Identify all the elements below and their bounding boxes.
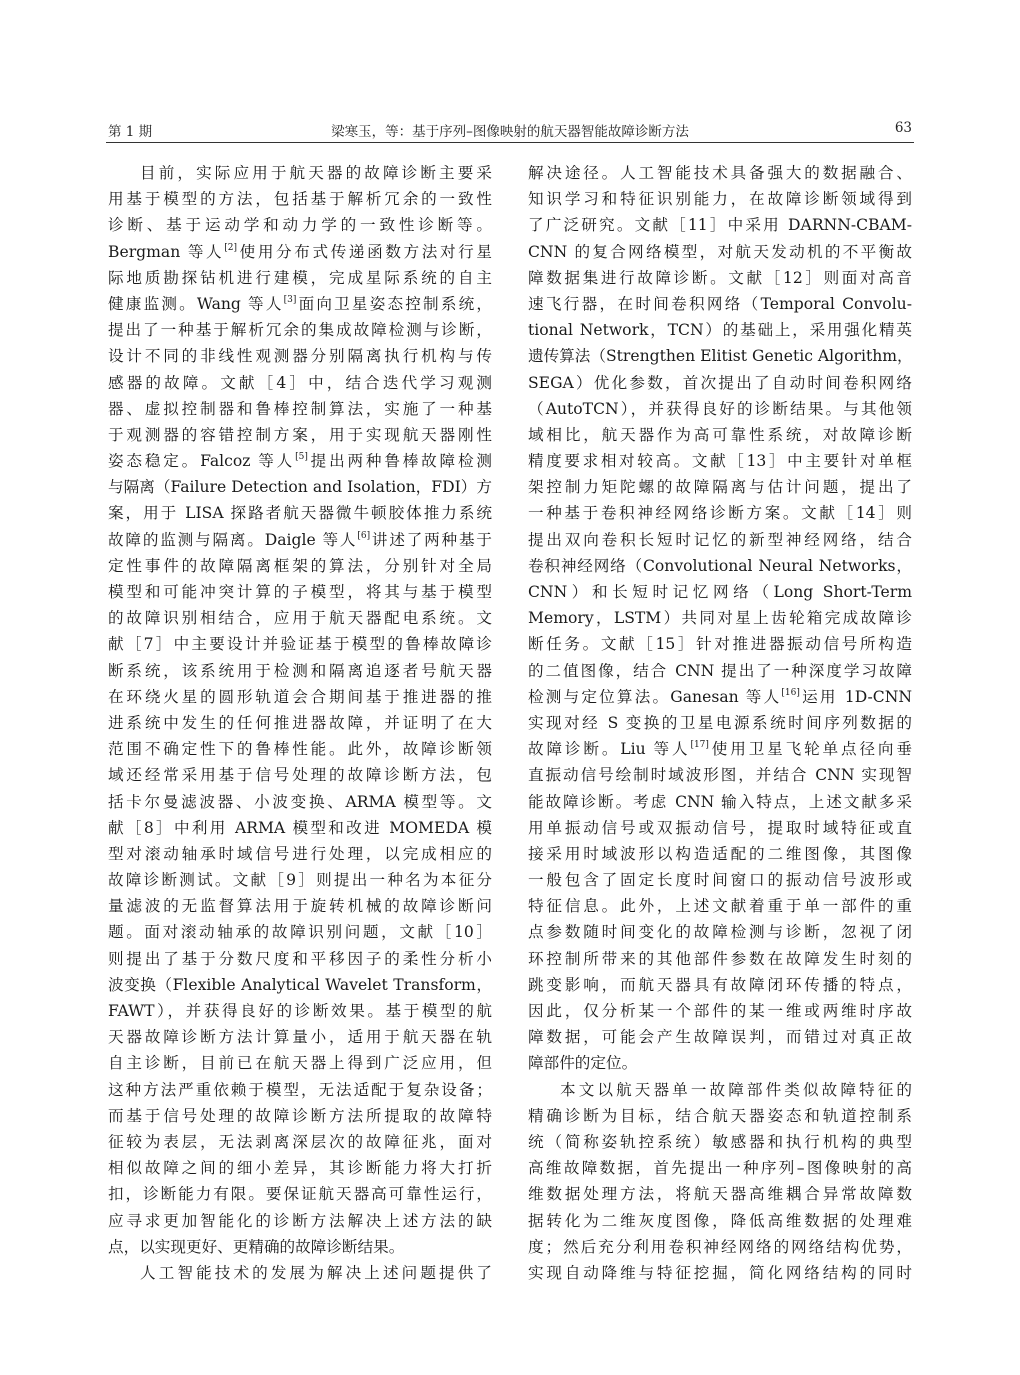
text-line [108,631,492,657]
text-segment: 定性事件的故障隔离框架的算法，分别针对全局 [108,556,492,575]
text-line [108,684,492,710]
text-segment: 献［7］中主要设计并验证基于模型的鲁棒故障诊 [108,635,492,654]
text-segment: 接采用时域波形以构造适配的二维图像，其图像 [528,844,912,863]
text-segment: 面向卫星姿态控制系统， [296,294,492,313]
text-segment: 度；然后充分利用卷积神经网络的网络结构优势， [528,1237,912,1256]
text-segment: 精度要求相对较高。文献［13］中主要针对单框 [528,452,912,471]
citation-superscript: [3] [283,294,297,305]
text-segment: tional Network，TCN）的基础上，采用强化精英 [528,321,912,340]
text-line [528,684,912,710]
text-line [528,919,912,945]
text-line [108,343,492,369]
text-segment: 这种方法严重依赖于模型，无法适配于复杂设备； [108,1080,492,1099]
text-segment: 速飞行器，在时间卷积网络（Temporal Convolu- [528,294,912,313]
text-segment: 高维故障数据，首先提出一种序列–图像映射的高 [528,1159,912,1178]
text-line [108,1077,492,1103]
text-segment: 提出了一种基于解析冗余的集成故障检测与诊断， [108,321,492,340]
text-segment: 实现自动降维与特征挖掘，简化网络结构的同时 [528,1263,912,1282]
page-number: 63 [894,120,912,136]
text-segment: 用单振动信号或双振动信号，提取时域特征或直 [528,818,912,837]
text-segment: 障数据，可能会产生故障误判，而错过对真正故 [528,1028,912,1047]
left-column [108,160,492,1286]
journal-issue: 第 1 期 [108,124,153,140]
text-line [528,1234,912,1260]
header-rule [106,142,914,143]
text-line [108,972,492,998]
text-segment: 了广泛研究。文献［11］中采用 DARNN-CBAM- [528,216,912,235]
text-segment: 域还经常采用基于信号处理的故障诊断方法，包 [108,766,492,785]
text-segment: 而基于信号处理的故障诊断方法所提取的故障特 [108,1106,492,1125]
text-line [528,448,912,474]
text-line [108,867,492,893]
text-line [108,527,492,553]
citation-superscript: [17] [690,740,709,751]
citation-superscript: [16] [781,687,800,698]
text-segment: CNN）和长短时记忆网络（Long Short-Term [528,583,912,601]
text-line [528,186,912,212]
text-line [108,736,492,762]
text-segment: 人工智能技术的发展为解决上述问题提供了 [140,1263,492,1282]
text-segment: 与隔离（Failure Detection and Isolation，FDI）方 [108,478,492,497]
text-line [528,1260,912,1286]
text-line [108,396,492,422]
text-segment: 器、虚拟控制器和鲁棒控制算法，实施了一种基 [108,399,492,418]
text-line [108,422,492,448]
text-line [528,762,912,788]
text-segment: 跳变影响，而航天器具有故障闭环传播的特点， [528,975,912,994]
text-segment: 检测与定位算法。Ganesan 等人 [528,687,782,706]
text-segment: 直振动信号绘制时域波形图，并结合 CNN 实现智 [528,766,912,785]
text-line [108,1234,492,1260]
text-line [528,422,912,448]
text-segment: 设计不同的非线性观测器分别隔离执行机构与传 [108,347,492,366]
text-line [528,815,912,841]
text-segment: 实现对经 S 变换的卫星电源系统时间序列数据的 [528,713,912,732]
text-line [108,1024,492,1050]
text-segment: SEGA）优化参数，首次提出了自动时间卷积网络 [528,373,912,392]
text-segment: 际地质勘探钻机进行建模，完成星际系统的自主 [108,268,492,287]
text-line [528,1103,912,1129]
text-segment: 模型和可能冲突计算的子模型，将其与基于模型 [108,583,492,601]
text-segment: CNN 的复合网络模型，对航天发动机的不平衡故 [528,242,912,261]
text-line [108,160,492,186]
text-segment: 献［8］中利用 ARMA 模型和改进 MOMEDA 模 [108,818,492,837]
text-line [108,212,492,238]
text-line [528,893,912,919]
text-segment: 自主诊断，目前已在航天器上得到广泛应用，但 [108,1054,492,1073]
text-segment: 扣，诊断能力有限。要保证航天器高可靠性运行， [108,1185,492,1204]
text-segment: 本文以航天器单一故障部件类似故障特征的 [560,1080,912,1099]
text-line [528,789,912,815]
text-segment: 于观测器的容错控制方案，用于实现航天器刚性 [108,425,492,444]
text-line [528,1077,912,1103]
text-line [108,1129,492,1155]
text-line [108,1208,492,1234]
text-line [108,474,492,500]
text-segment: 断任务。文献［15］针对推进器振动信号所构造 [528,635,912,654]
text-segment: 解决途径。人工智能技术具备强大的数据融合、 [528,164,912,182]
text-segment: 提出双向卷积长短时记忆的新型神经网络，结合 [528,530,912,549]
text-line [528,867,912,893]
text-segment: 目前，实际应用于航天器的故障诊断主要采 [140,164,492,182]
text-segment: 范围不确定性下的鲁棒性能。此外，故障诊断领 [108,740,492,759]
text-segment: 障部件的定位。 [528,1054,638,1073]
text-line [528,1181,912,1207]
text-segment: 相似故障之间的细小差异，其诊断能力将大打折 [108,1159,492,1178]
text-line [108,1155,492,1181]
text-segment: 断系统，该系统用于检测和隔离追逐者号航天器 [108,661,492,680]
text-segment: 括卡尔曼滤波器、小波变换、ARMA 模型等。文 [108,792,493,811]
text-segment: 环控制所带来的其他部件参数在故障发生时刻的 [528,949,912,968]
text-segment: 波变换（Flexible Analytical Wavelet Transform， [108,975,492,994]
text-segment: 故障诊断测试。文献［9］则提出一种名为本征分 [108,871,492,890]
text-line [528,343,912,369]
text-line [108,815,492,841]
text-line [528,1155,912,1181]
citation-superscript: [2] [224,242,238,253]
text-segment: Bergman 等人 [108,242,225,261]
right-column [528,160,912,1286]
text-segment: 在环绕火星的圆形轨道会合期间基于推进器的推 [108,687,492,706]
text-segment: 使用分布式传递函数方法对行星 [237,242,492,261]
text-line [528,579,912,605]
text-line [108,1181,492,1207]
text-line [528,527,912,553]
text-segment: 遗传算法（Strengthen Elitist Genetic Algorithm， [528,347,913,366]
text-line [528,841,912,867]
text-segment: 点，以实现更好、更精确的故障诊断结果。 [108,1237,405,1256]
text-segment: 的故障识别相结合，应用于航天器配电系统。文 [108,609,492,628]
text-segment: 一种基于卷积神经网络诊断方案。文献［14］则 [528,504,912,523]
text-line [108,658,492,684]
text-segment: （AutoTCN），并获得良好的诊断结果。与其他领 [528,399,912,418]
text-line [108,1260,492,1286]
text-line [108,893,492,919]
text-segment: 诊断、基于运动学和动力学的一致性诊断等。 [108,216,492,235]
text-segment: 量滤波的无监督算法用于旋转机械的故障诊断问 [108,897,492,916]
text-line [108,946,492,972]
text-segment: 案，用于 LISA 探路者航天器微牛顿胶体推力系统 [108,504,492,523]
text-segment: 讲述了两种基于 [370,530,492,549]
text-line [108,553,492,579]
text-segment: 天器故障诊断方法计算量小，适用于航天器在轨 [108,1028,492,1047]
text-line [528,160,912,186]
text-line [108,448,492,474]
text-line [528,291,912,317]
text-line [528,998,912,1024]
text-line [108,579,492,605]
text-line [528,972,912,998]
text-line [108,500,492,526]
text-segment: 知识学习和特征识别能力，在故障诊断领域得到 [528,190,912,209]
text-segment: 维数据处理方法，将航天器高维耦合异常故障数 [528,1185,912,1204]
text-line [108,186,492,212]
text-segment: 卷积神经网络（Convolutional Neural Networks， [528,556,912,575]
text-segment: 感器的故障。文献［4］中，结合迭代学习观测 [108,373,492,392]
text-segment: 精确诊断为目标，结合航天器姿态和轨道控制系 [528,1106,912,1125]
text-segment: 因此，仅分析某一个部件的某一维或两维时序故 [528,1002,912,1020]
text-segment: 运用 1D-CNN [799,687,912,706]
text-line [108,998,492,1024]
text-segment: FAWT），并获得良好的诊断效果。基于模型的航 [108,1002,492,1020]
text-line [528,631,912,657]
text-segment: 统（简称姿轨控系统）敏感器和执行机构的典型 [528,1132,912,1151]
text-line [108,919,492,945]
text-line [108,239,492,265]
text-segment: 提出两种鲁棒故障检测 [307,452,492,471]
text-segment: 进系统中发生的任何推进器故障，并证明了在大 [108,713,492,732]
text-segment: 障数据集进行故障诊断。文献［12］则面对高音 [528,268,912,287]
text-line [528,500,912,526]
text-line [108,265,492,291]
text-segment: 能故障诊断。考虑 CNN 输入特点，上述文献多采 [528,792,912,811]
text-segment: 域相比，航天器作为高可靠性系统，对故障诊断 [528,425,912,444]
text-line [528,553,912,579]
text-line [528,370,912,396]
text-segment: 一般包含了固定长度时间窗口的振动信号波形或 [528,871,912,890]
text-segment: 用基于模型的方法，包括基于解析冗余的一致性 [108,190,492,209]
text-segment: 使用卫星飞轮单点径向垂 [708,740,912,759]
text-line [528,1129,912,1155]
text-segment: 的二值图像，结合 CNN 提出了一种深度学习故障 [528,661,912,680]
text-segment: 故障诊断。Liu 等人 [528,740,691,759]
text-line [528,212,912,238]
text-line [108,291,492,317]
text-segment: 姿态稳定。Falcoz 等人 [108,452,296,471]
text-segment: 健康监测。Wang 等人 [108,294,284,313]
text-segment: 特征信息。此外，上述文献着重于单一部件的重 [528,897,912,916]
text-line [528,396,912,422]
text-line [528,474,912,500]
text-line [108,370,492,396]
text-line [528,1208,912,1234]
citation-superscript: [6] [357,530,371,541]
text-line [528,605,912,631]
text-line [528,1050,912,1076]
text-line [528,1024,912,1050]
text-segment: 据转化为二维灰度图像，降低高维数据的处理难 [528,1211,912,1230]
text-segment: 点参数随时间变化的故障检测与诊断，忽视了闭 [528,923,912,942]
text-line [108,1050,492,1076]
text-segment: 则提出了基于分数尺度和平移因子的柔性分析小 [108,949,492,968]
text-line [108,1103,492,1129]
text-segment: 题。面对滚动轴承的故障识别问题，文献［10］ [108,923,492,942]
text-segment: 应寻求更加智能化的诊断方法解决上述方法的缺 [108,1211,492,1230]
text-segment: 型对滚动轴承时域信号进行处理，以完成相应的 [108,844,492,863]
text-segment: Memory，LSTM）共同对星上齿轮箱完成故障诊 [528,609,912,628]
text-line [528,317,912,343]
text-line [528,265,912,291]
text-line [528,736,912,762]
text-line [528,239,912,265]
text-line [108,317,492,343]
text-line [108,605,492,631]
text-line [528,946,912,972]
text-line [528,658,912,684]
text-segment: 征较为表层，无法剥离深层次的故障征兆，面对 [108,1132,492,1151]
text-line [528,710,912,736]
text-segment: 故障的监测与隔离。Daigle 等人 [108,530,358,549]
text-line [108,762,492,788]
text-line [108,841,492,867]
text-line [108,710,492,736]
running-title: 梁寒玉，等：基于序列–图像映射的航天器智能故障诊断方法 [331,124,689,140]
citation-superscript: [5] [295,452,308,463]
text-segment: 架控制力矩陀螺的故障隔离与估计问题，提出了 [528,478,912,497]
text-line [108,789,492,815]
